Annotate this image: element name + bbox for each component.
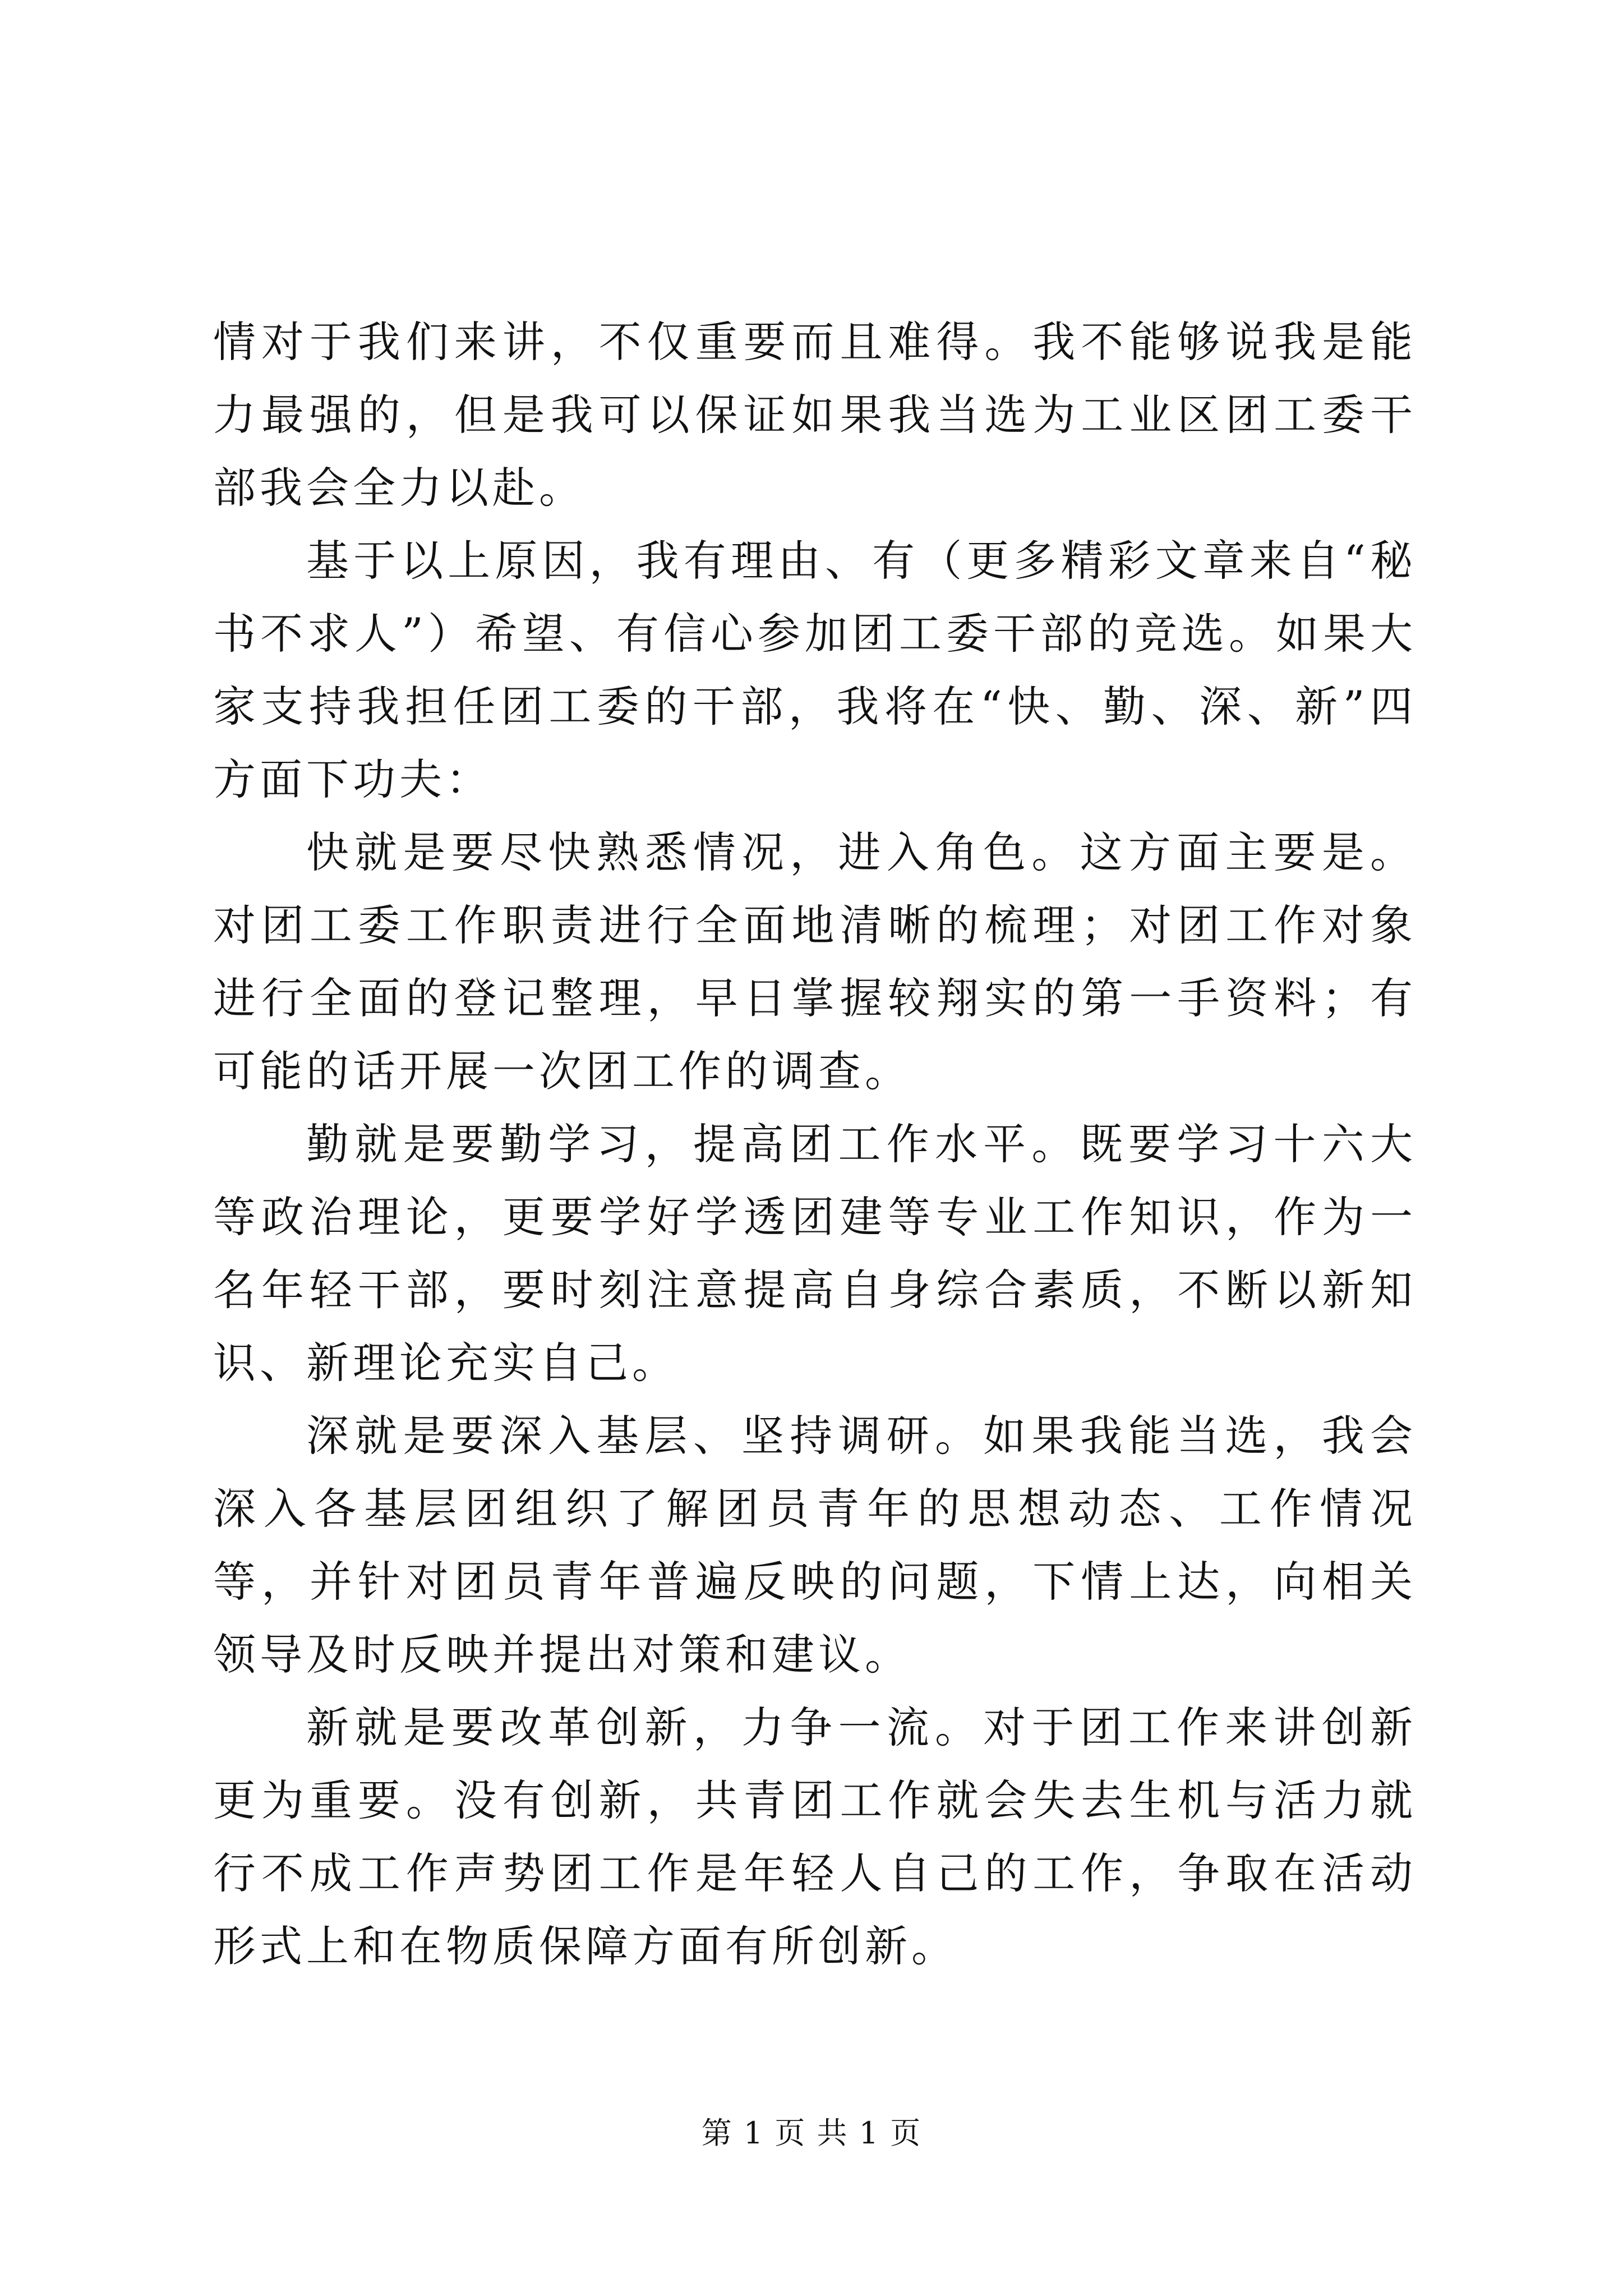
page-number-footer: 第 1 页 共 1 页 <box>701 2115 922 2151</box>
paragraph-3: 快就是要尽快熟悉情况，进入角色。这方面主要是。对团工委工作职责进行全面地清晰的梳理；对团工作对象进行全面的登记整理，早日掌握较翔实的第一手资料；有可能的话开展一次团工作的调查。 <box>213 827 1417 1096</box>
paragraph-6: 新就是要改革创新，力争一流。对于团工作来讲创新更为重要。没有创新，共青团工作就会失去生机与活力就行不成工作声势团工作是年轻人自己的工作，争取在活动形式上和在物质保障方面有所创新。 <box>213 1703 1417 1971</box>
paragraph-5: 深就是要深入基层、坚持调研。如果我能当选，我会深入各基层团组织了解团员青年的思想动态、工作情况等，并针对团员青年普遍反映的问题，下情上达，向相关领导及时反映并提出对策和建议。 <box>213 1411 1417 1680</box>
paragraph-1: 情对于我们来讲，不仅重要而且难得。我不能够说我是能力最强的，但是我可以保证如果我当选为工业区团工委干部我会全力以赴。 <box>213 317 1417 513</box>
paragraph-4: 勤就是要勤学习，提高团工作水平。既要学习十六大等政治理论，更要学好学透团建等专业工作知识，作为一名年轻干部，要时刻注意提高自身综合素质，不断以新知识、新理论充实自己。 <box>213 1119 1417 1388</box>
paragraph-2: 基于以上原因，我有理由、有（更多精彩文章来自“秘书不求人”）希望、有信心参加团工委干部的竞选。如果大家支持我担任团工委的干部，我将在“快、勤、深、新”四方面下功夫： <box>213 536 1417 804</box>
document-body <box>213 306 1417 1983</box>
